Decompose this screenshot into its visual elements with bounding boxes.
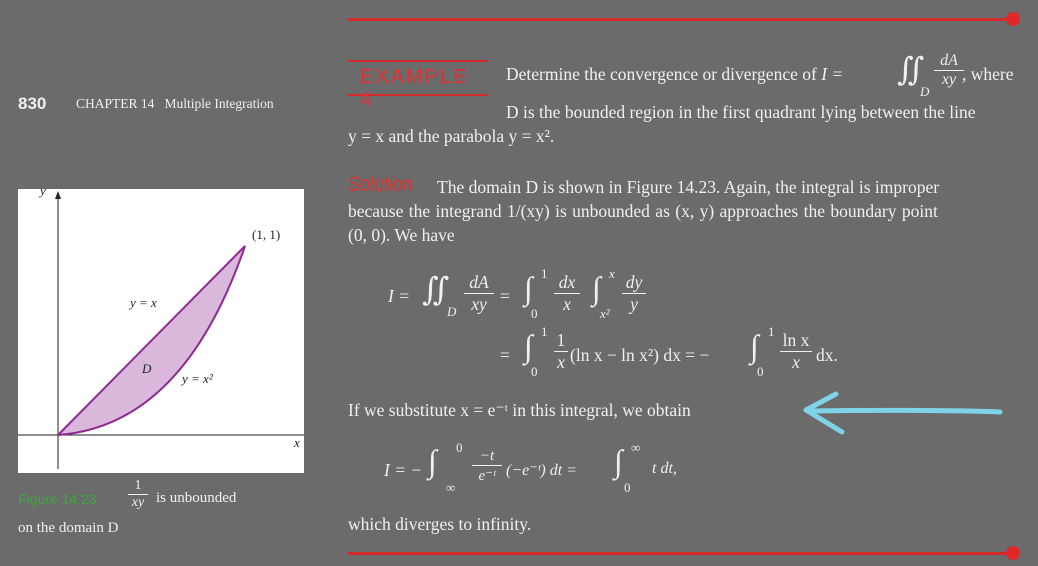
eq3-frac-den: e⁻ᵗ xyxy=(478,468,496,484)
eq2-lower2: 0 xyxy=(757,364,764,379)
eq3-lower: ∞ xyxy=(446,480,456,495)
eq3-lower2: 0 xyxy=(624,480,631,495)
example-label: EXAMPLE 4 xyxy=(360,66,469,111)
eq2-frac2-den: x xyxy=(792,352,800,372)
example-frac xyxy=(934,52,964,89)
page-number: 830 xyxy=(18,94,47,113)
bottom-rule-dot-icon xyxy=(1006,546,1020,560)
figure-caption-frac xyxy=(128,478,148,511)
eq2-frac1 xyxy=(554,330,568,373)
figure-parabola-label: y = x² xyxy=(182,371,213,386)
eq1-frac xyxy=(464,272,494,315)
example-where: , where xyxy=(962,64,1014,84)
figure-region-label: D xyxy=(142,361,152,376)
eq1-lower1: 0 xyxy=(531,306,538,321)
figure-line-label: y = x xyxy=(130,295,157,310)
eq1-double-integral: ∬ xyxy=(422,271,450,307)
figure-panel xyxy=(18,183,304,473)
eq2-frac2 xyxy=(780,330,812,373)
eq2-frac1-num: 1 xyxy=(554,330,568,352)
solution-label: Solution xyxy=(348,173,413,196)
eq1-integral2: ∫ xyxy=(592,270,601,306)
eq2-body: (ln x − ln x²) dx = − xyxy=(570,345,710,365)
figure-x-axis-label: x xyxy=(294,435,300,450)
conclusion-line: which diverges to infinity. xyxy=(348,514,532,534)
eq1-frac-den: xy xyxy=(471,294,487,314)
figure-caption-text: is unbounded xyxy=(156,490,237,506)
example-line2: D is the bounded region in the first quadrant lying between the line xyxy=(506,102,976,122)
eq2-equals: = xyxy=(500,345,510,365)
eq1-frac1-den: x xyxy=(563,294,571,314)
solution-line3: (0, 0). We have xyxy=(348,225,455,245)
double-integral-symbol: ∬ xyxy=(897,51,925,87)
example-frac-num: dA xyxy=(934,52,964,71)
figure-caption-frac-num: 1 xyxy=(128,478,148,495)
substitute-line: If we substitute x = e⁻ᵗ in this integral, we obtain xyxy=(348,400,691,420)
eq3-lhs: I = − xyxy=(384,460,423,480)
eq2-integral1: ∫ xyxy=(524,328,533,364)
example-line3: y = x and the parabola y = x². xyxy=(348,126,555,146)
top-rule xyxy=(348,18,1008,21)
eq3-body: (−e⁻ᵗ) dt = xyxy=(506,462,577,479)
bottom-rule xyxy=(348,552,1008,555)
eq3-tail: t dt, xyxy=(652,460,677,477)
example-line1-text: Determine the convergence or divergence of xyxy=(506,64,817,84)
left-arrow-annotation-icon xyxy=(796,386,1006,436)
eq2-integral2: ∫ xyxy=(750,328,759,364)
eq3-upper2: ∞ xyxy=(631,440,641,455)
chapter-number: CHAPTER 14 xyxy=(76,96,155,111)
eq1-lower2: x² xyxy=(600,306,610,321)
figure-caption-label: Figure 14.23 xyxy=(18,491,97,507)
eq1-integral1: ∫ xyxy=(524,270,533,306)
eq2-frac1-den: x xyxy=(557,352,565,372)
example-eq-I: I = xyxy=(821,64,844,84)
figure-caption-line2: on the domain D xyxy=(18,520,119,536)
eq2-upper1: 1 xyxy=(541,324,548,339)
example-line1 xyxy=(506,64,843,85)
eq2-upper2: 1 xyxy=(768,324,775,339)
eq1-lhs: I = xyxy=(388,286,411,306)
figure-point-label: (1, 1) xyxy=(252,227,281,242)
eq1-D: D xyxy=(447,304,457,319)
eq1-frac-num: dA xyxy=(464,272,494,294)
y-axis-arrow-icon xyxy=(55,191,61,199)
figure-y-axis-label: y xyxy=(40,183,46,198)
eq1-upper1: 1 xyxy=(541,266,548,281)
eq3-integral2: ∫ xyxy=(614,443,623,479)
eq3-frac xyxy=(472,448,502,485)
solution-line2: because the integrand 1/(xy) is unbounded as (x, y) approaches the boundary point xyxy=(348,201,938,221)
eq1-frac2-num: dy xyxy=(622,272,646,294)
example-integral-region: D xyxy=(920,84,930,99)
eq2-frac2-num: ln x xyxy=(780,330,812,352)
example-label-box xyxy=(348,60,488,111)
eq1-frac2-den: y xyxy=(630,294,638,314)
top-rule-dot-icon xyxy=(1006,12,1020,26)
example-frac-den: xy xyxy=(941,71,957,88)
eq2-tail: dx. xyxy=(816,345,838,365)
chapter-label xyxy=(76,96,274,112)
eq1-frac1-num: dx xyxy=(554,272,580,294)
solution-line1: The domain D is shown in Figure 14.23. Again, the integral is improper xyxy=(437,177,940,197)
eq1-frac1 xyxy=(554,272,580,315)
figure-caption-frac-den: xy xyxy=(131,495,145,510)
eq3-frac-num: −t xyxy=(472,448,502,466)
eq3-integral1: ∫ xyxy=(428,443,437,479)
eq1-frac2 xyxy=(622,272,646,315)
eq2-lower1: 0 xyxy=(531,364,538,379)
eq1-upper2: x xyxy=(609,266,615,281)
example-integral xyxy=(897,50,924,88)
chapter-title: Multiple Integration xyxy=(164,96,274,111)
eq3-upper: 0 xyxy=(456,440,463,455)
line-y-equals-x xyxy=(58,246,245,435)
eq1-equals: = xyxy=(500,286,510,306)
